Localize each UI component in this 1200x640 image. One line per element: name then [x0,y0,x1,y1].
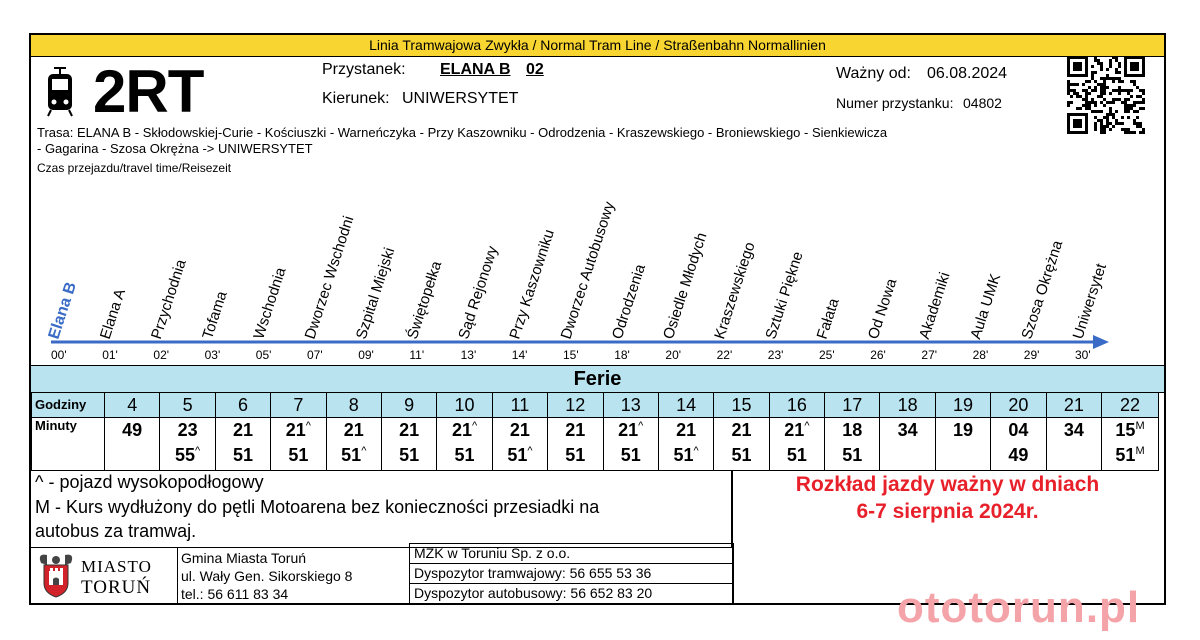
stop-name-label: Uniwersytet [1069,261,1111,342]
minutes-cell [1102,418,1159,471]
stop-name-label: Sztuki Piękne [762,249,807,342]
valid-from-date: 06.08.2024 [927,65,1008,82]
stop-travel-time: 09' [358,348,374,362]
stop-travel-time: 14' [511,348,528,362]
hour-cell: 22 [1102,393,1159,418]
departure-minute: 21 [731,420,752,440]
bus-dispatcher-phone: Dyspozytor autobusowy: 56 652 83 20 [410,583,732,602]
stop-name-label: Elana B [45,280,80,342]
stop-travel-time: 22' [716,348,733,362]
route-diagram [31,175,1164,365]
watermark-logo [897,583,1140,633]
stop-name-label: Kraszewskiego [711,240,759,342]
stop-number-short: 02 [526,61,544,78]
hour-cell: 6 [215,393,270,418]
departure-minute: 51^ [673,445,699,465]
minutes-cell [105,418,160,471]
departure-minute: 34 [897,420,918,440]
hour-cell: 18 [880,393,935,418]
city-name-line2: TORUŃ [81,577,152,598]
stop-name-label: Wschodnia [250,265,290,342]
hour-cell: 7 [271,393,326,418]
stop-travel-time: 13' [460,348,477,362]
stop-travel-time: 18' [614,348,630,362]
stop-name-label: Dworzec Autobusowy [557,199,619,342]
stop-travel-time: 25' [819,348,835,362]
departure-minute: $15^M$ [1115,420,1145,440]
departure-minute: 21 [565,420,586,440]
stop-name-label: Szpital Miejski [352,245,399,342]
qr-code-icon [1067,56,1153,134]
stop-name-label: Odrodzenia [608,262,649,342]
departure-minute: 21 [676,420,697,440]
validity-notice-line1: Rozkład jazdy ważny w dniach [795,473,1100,496]
hour-cell: 5 [160,393,215,418]
hours-header: Godziny [32,393,105,418]
hour-cell: 15 [714,393,769,418]
minutes-cell [769,418,824,471]
departure-minute: 21 [343,420,364,440]
departure-minute: 51 [399,445,420,465]
stop-id: 04802 [963,95,1002,111]
route-description-line1: Trasa: ELANA B - Skłodowskiej-Curie - Kościuszki - Warneńczyka - Przy Kaszowniku - Odrodzenia - Kraszewskiego - Broniewskiego - Sienkiewicza [37,125,888,140]
stop-travel-time: 07' [307,348,323,362]
watermark-part1: oto [897,583,969,632]
departure-note-mark: M [1135,445,1145,457]
minutes-cell [658,418,713,471]
departure-minute: 51^ [341,445,367,465]
departure-note-mark: ^ [361,445,367,457]
departure-note-mark: M [1135,420,1145,432]
stop-name-label: Sąd Rejonowy [455,243,502,342]
stop-name: ELANA B [440,61,511,78]
timetable-grid [31,392,1159,471]
operator-contact [409,543,734,603]
minutes-cell [603,418,658,471]
hour-cell: 17 [825,393,880,418]
municipality-name: Gmina Miasta Toruń [181,550,307,566]
minutes-cell [548,418,603,471]
hour-cell: 13 [603,393,658,418]
departure-minute: 19 [953,420,974,440]
departure-minute: 21^ [285,420,311,440]
hour-cell: 12 [548,393,603,418]
departure-minute: 51 [786,445,807,465]
stop-name-label: Od Nowa [864,276,901,342]
minutes-cell [381,418,436,471]
stop-name-label: Przychodnia [148,257,190,342]
departure-note-mark: ^ [195,445,201,457]
validity-notice [731,471,1164,525]
city-name-line1: MIASTO [81,557,152,576]
hour-cell: 10 [437,393,492,418]
minutes-cell [1046,418,1101,471]
minutes-cell [825,418,880,471]
stop-name-label: Tofama [199,289,231,342]
line-type-bar: Linia Tramwajowa Zwykła / Normal Tram Line / Straßenbahn Normallinien [31,35,1164,57]
stop-travel-time: 30' [1075,348,1091,362]
stop-travel-time: 02' [153,348,170,362]
route-arrow-head [1093,335,1109,349]
stop-travel-time: 03' [204,348,221,362]
departure-minute: 21^ [784,420,810,440]
stop-name-label: Akademiki [916,270,954,342]
stop-name-label: Dworzec Wschodni [301,213,358,342]
stop-name-label: Przy Kaszowniku [506,227,558,342]
hour-cell: 4 [105,393,160,418]
minutes-cell [991,418,1046,471]
stop-travel-time: 26' [870,348,886,362]
stop-name-label: Fałata [813,296,843,342]
departure-note-mark: ^ [305,420,311,432]
city-coat-of-arms-icon [35,551,77,599]
stop-name-label: Świętopełka [404,259,446,342]
route-description [37,125,1047,157]
departure-minute: 51 [232,445,253,465]
hour-cell: 16 [769,393,824,418]
departure-minute: 51 [731,445,752,465]
stop-travel-time: 27' [921,348,938,362]
stop-travel-time: 15' [563,348,579,362]
hours-row [32,393,1159,418]
hour-cell: 14 [658,393,713,418]
stop-travel-time: 05' [255,348,272,362]
legend-caret: ^ - pojazd wysokopodłogowy [35,472,264,492]
departure-minute: 51 [565,445,586,465]
departure-minute: 55^ [174,445,201,465]
minutes-cell [437,418,492,471]
validity-notice-line2: 6-7 sierpnia 2024r. [856,500,1039,523]
stop-travel-time: 01' [102,348,118,362]
direction-label: Kierunek: [322,90,390,107]
departure-minute: 21 [509,420,530,440]
minutes-cell [215,418,270,471]
tram-dispatcher-phone: Dyspozytor tramwajowy: 56 655 53 36 [410,563,732,582]
city-logo-block [31,547,178,603]
stop-name-label: Szosa Okrężna [1018,238,1067,342]
stop-name-label: Osiedle Młodych [660,230,711,342]
direction-value: UNIWERSYTET [402,90,519,107]
minutes-cell [271,418,326,471]
stop-travel-time: 23' [767,348,784,362]
municipality-address: ul. Wały Gen. Sikorskiego 8 [181,568,353,584]
stop-id-label: Numer przystanku: [836,95,954,111]
departure-minute: 51^ [507,445,533,465]
departure-minute: 51 [620,445,641,465]
departure-minute: 51 [842,445,863,465]
departure-note-mark: ^ [804,420,810,432]
departure-minute: 21 [399,420,420,440]
departure-minute: 51 [454,445,475,465]
departure-note-mark: ^ [693,445,699,457]
departure-minute: 34 [1063,420,1084,440]
schedule-title: Ferie [31,365,1164,393]
stop-travel-time: 28' [972,348,989,362]
departure-note-mark: ^ [471,420,478,432]
timetable-sheet [29,33,1166,605]
departure-minute: 49 [122,420,143,440]
departure-minute: 23 [177,420,198,440]
departure-minute: 51 [288,445,309,465]
minutes-header: Minuty [32,418,105,471]
minutes-cell [326,418,381,471]
tram-icon [45,66,75,118]
stop-travel-time: 29' [1023,348,1040,362]
departure-minute: 49 [1008,445,1029,465]
departure-note-mark: ^ [527,445,533,457]
legend-m-line2: autobus za tramwaj. [35,521,197,541]
minutes-cell [714,418,769,471]
departure-minute: 21^ [618,420,644,440]
stop-travel-time: 20' [665,348,682,362]
operator-name: MZK w Toruniu Sp. z o.o. [410,543,732,562]
legend-m-line1: M - Kurs wydłużony do pętli Motoarena bez konieczności przesiadki na [35,497,600,517]
hour-cell: 8 [326,393,381,418]
legend [31,471,733,548]
departure-minute: $51^M$ [1115,445,1145,465]
departure-note-mark: ^ [638,420,644,432]
travel-time-label: Czas przejazdu/travel time/Reisezeit [37,161,232,175]
departure-minute: 21 [232,420,253,440]
watermark-part3: .pl [1085,583,1141,632]
watermark-part2: torun [968,583,1086,632]
stop-label: Przystanek: [322,61,406,78]
departure-minute: 18 [842,420,863,440]
hour-cell: 11 [492,393,547,418]
route-number: 2RT [93,58,204,125]
stop-name-label: Elana A [96,286,129,342]
stop-travel-time: 11' [409,348,425,362]
stop-travel-time: 00' [51,348,67,362]
stop-name-label: Aula UMK [967,271,1005,342]
minutes-cell [492,418,547,471]
hour-cell: 19 [935,393,990,418]
valid-from-label: Ważny od: [836,65,911,82]
minutes-cell [935,418,990,471]
hour-cell: 20 [991,393,1046,418]
minutes-row [32,418,1159,471]
departure-minute: 04 [1008,420,1029,440]
minutes-cell [160,418,215,471]
minutes-cell [880,418,935,471]
municipality-contact [177,547,410,603]
municipality-phone: tel.: 56 611 83 34 [181,586,289,602]
departure-minute: 21^ [451,420,478,440]
hour-cell: 9 [381,393,436,418]
route-description-line2: - Gagarina - Szosa Okrężna -> UNIWERSYTET [37,141,313,156]
hour-cell: 21 [1046,393,1101,418]
